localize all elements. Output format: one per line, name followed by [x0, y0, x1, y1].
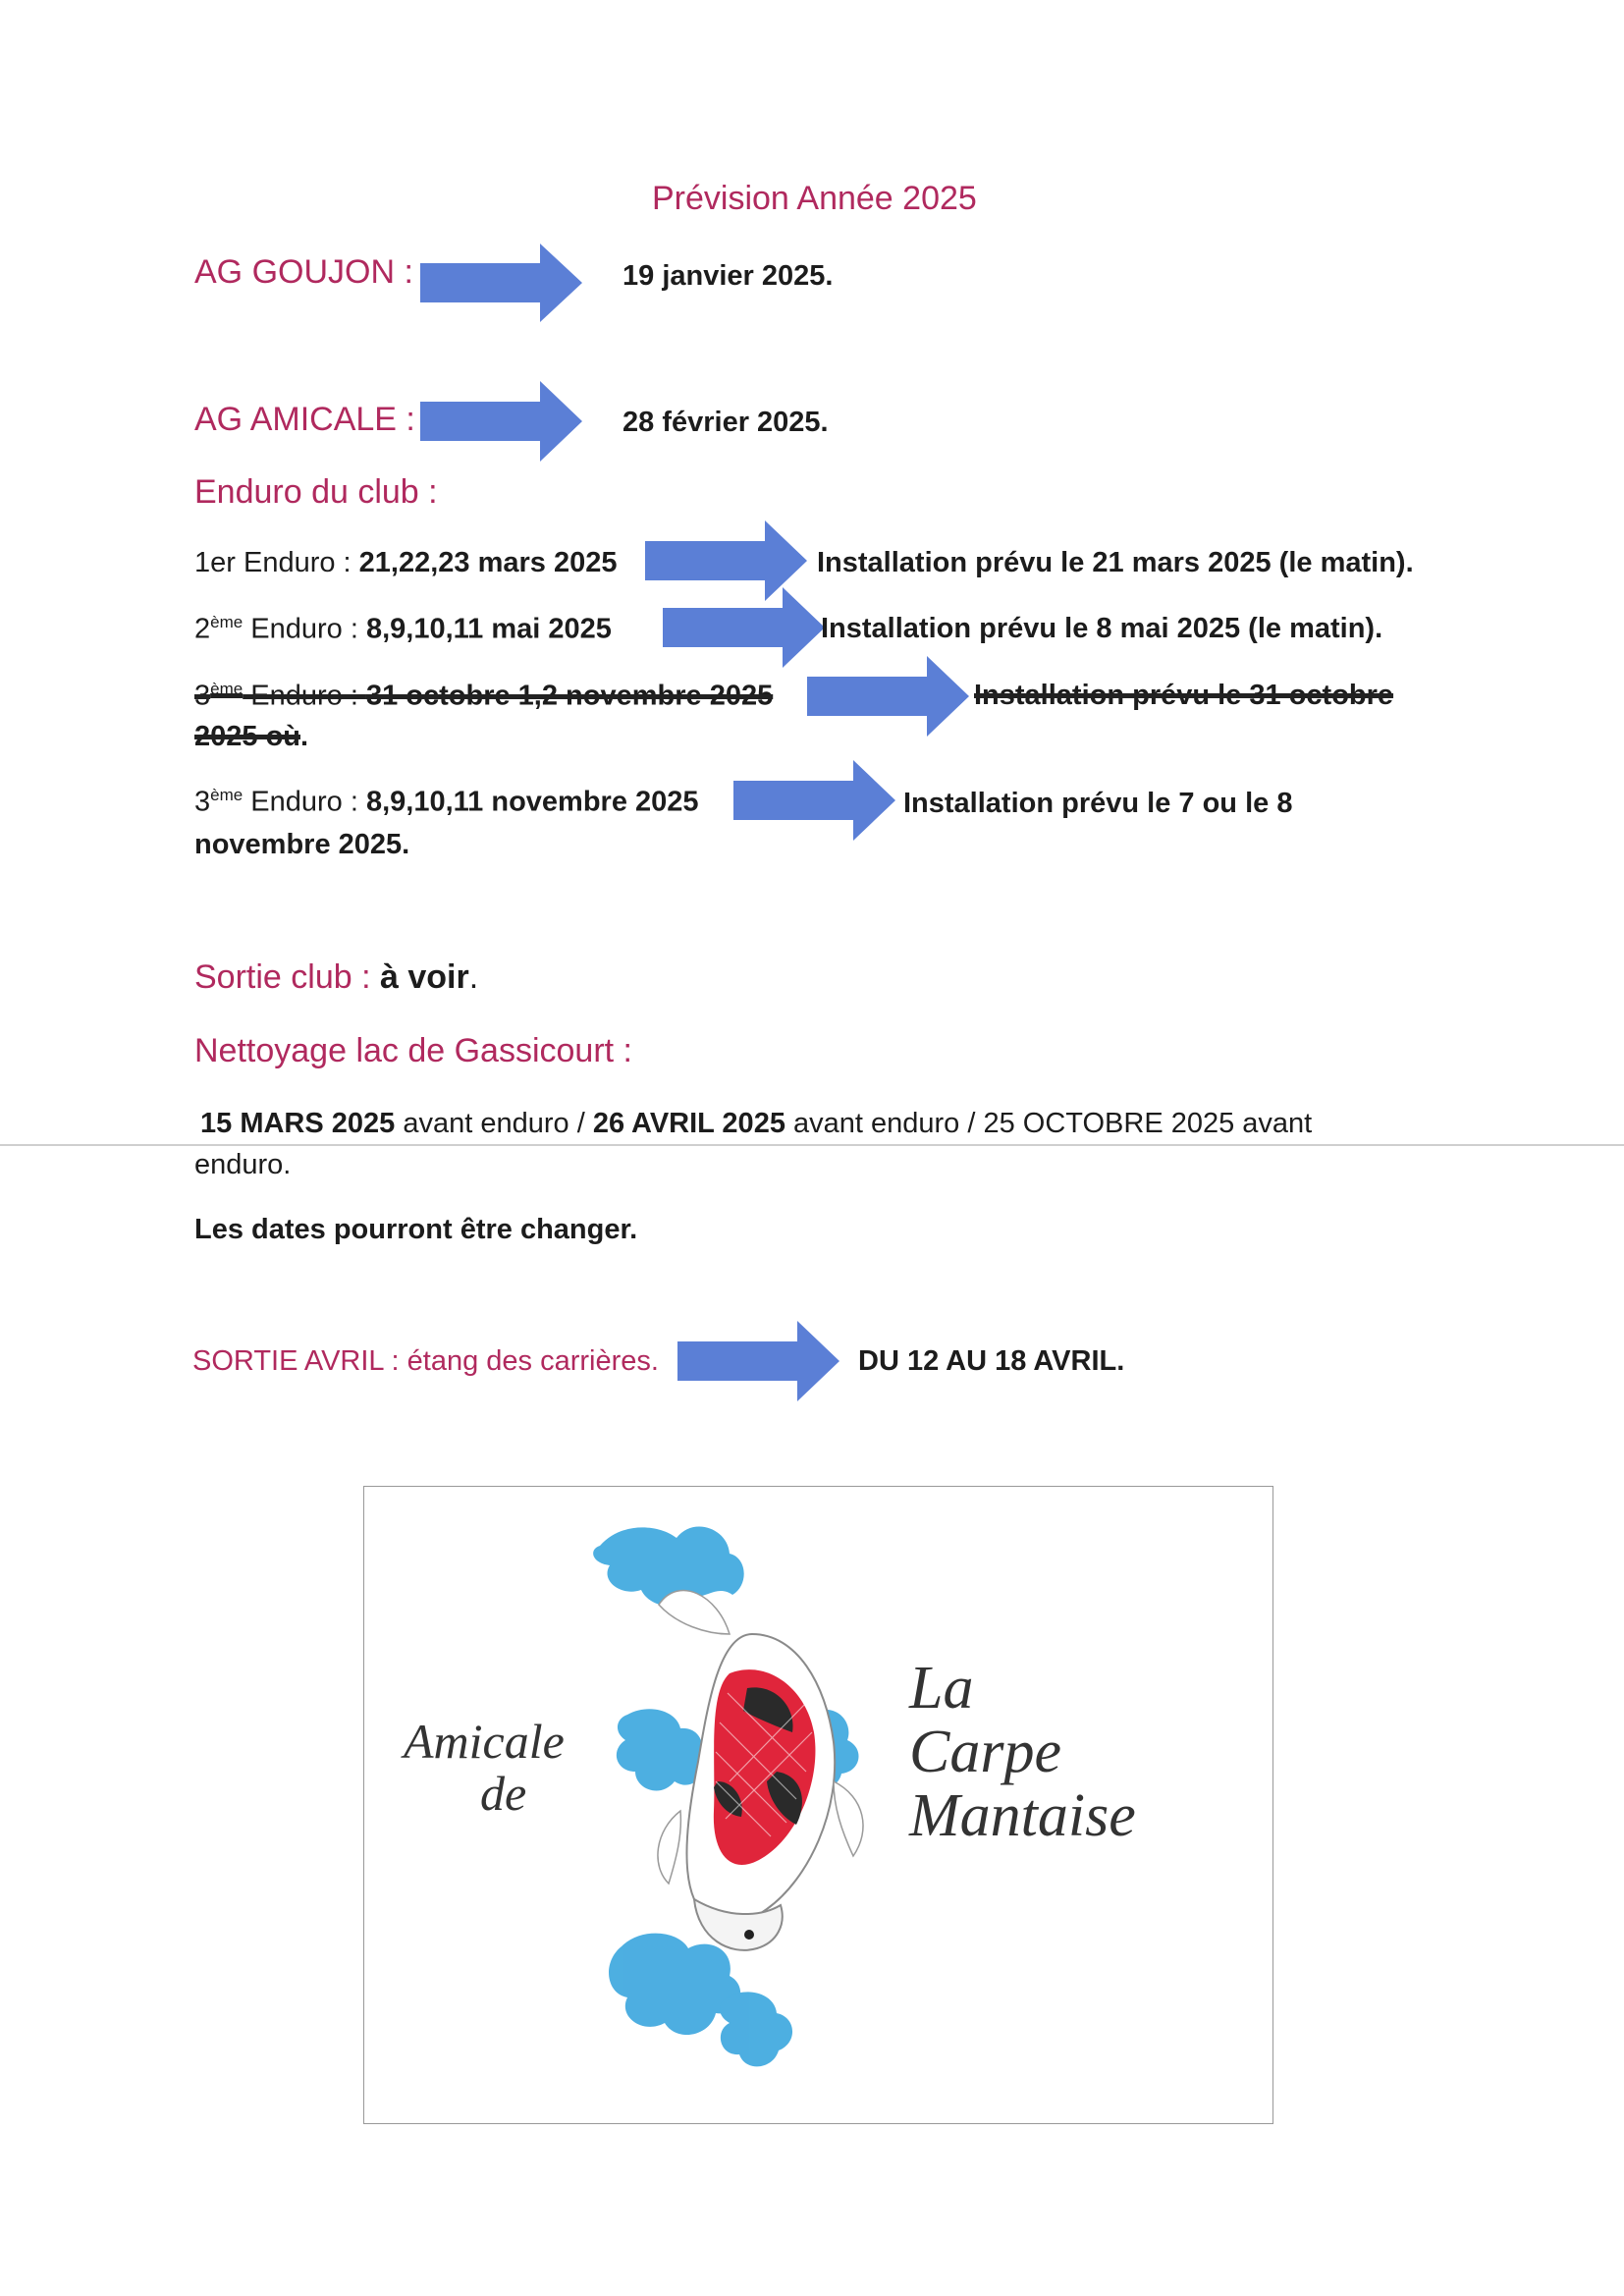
enduro3-cancelled-dates: 31 octobre 1,2 novembre 2025	[365, 680, 774, 712]
nettoyage-label: Nettoyage lac de Gassicourt :	[194, 1032, 633, 1069]
enduro2-install: Installation prévu le 8 mai 2025 (le matin).	[821, 613, 1383, 644]
dates-note: Les dates pourront être changer.	[194, 1214, 638, 1245]
page-title: Prévision Année 2025	[652, 180, 977, 217]
arrow-icon	[807, 656, 969, 737]
arrow-icon	[420, 381, 582, 462]
logo-text-mantaise: Mantaise	[909, 1782, 1136, 1849]
sortie-avril-label: SORTIE AVRIL : étang des carrières.	[192, 1345, 659, 1377]
page-fold-line	[0, 1144, 1624, 1146]
ag-amicale-date: 28 février 2025.	[623, 407, 829, 438]
logo-text-de: de	[480, 1766, 527, 1821]
enduro1-prefix: 1er Enduro :	[194, 547, 359, 578]
enduro1-install: Installation prévu le 21 mars 2025 (le matin).	[817, 547, 1414, 578]
logo-text-la: La	[909, 1655, 974, 1722]
sortie-club-period: .	[468, 958, 479, 996]
nettoyage-text-1: avant enduro /	[395, 1108, 593, 1139]
enduro3-prefix: Enduro :	[243, 786, 366, 818]
enduro3-install: Installation prévu le 7 ou le 8	[903, 788, 1293, 819]
enduro2-num: 2	[194, 613, 211, 645]
enduro2-prefix: Enduro :	[243, 613, 366, 645]
sortie-club-label: Sortie club :	[194, 958, 380, 996]
enduro3-cancelled-prefix: Enduro :	[243, 680, 366, 712]
enduro1-line	[194, 547, 618, 579]
nettoyage-date-1: 15 MARS 2025	[200, 1108, 396, 1139]
nettoyage-text-2: avant enduro / 25 OCTOBRE 2025 avant	[785, 1108, 1313, 1139]
enduro3-dates: 8,9,10,11 novembre 2025	[365, 786, 699, 818]
arrow-icon	[733, 760, 895, 841]
enduro3-cancelled-continuation: 2025 où	[194, 721, 300, 752]
nettoyage-text-3: enduro.	[194, 1149, 292, 1180]
arrow-icon	[420, 244, 582, 322]
logo-text-carpe: Carpe	[909, 1719, 1061, 1785]
nettoyage-date-2: 26 AVRIL 2025	[592, 1108, 785, 1139]
enduro1-dates: 21,22,23 mars 2025	[358, 547, 618, 578]
logo-text-amicale: Amicale	[404, 1714, 565, 1769]
sortie-club-line	[194, 958, 478, 997]
sortie-avril-dates: DU 12 AU 18 AVRIL.	[858, 1345, 1125, 1377]
nettoyage-dates-line	[200, 1108, 1312, 1140]
enduro3-num: 3	[194, 786, 211, 818]
enduro2-dates: 8,9,10,11 mai 2025	[365, 613, 612, 645]
enduro3-cancelled-num: 3	[194, 680, 211, 712]
enduro3-cancelled-sup: ème	[210, 680, 244, 698]
enduro3-cancelled-period: .	[300, 721, 309, 752]
club-logo	[363, 1486, 1273, 2124]
enduro-section-label: Enduro du club :	[194, 473, 438, 511]
arrow-icon	[677, 1321, 839, 1401]
ag-amicale-label: AG AMICALE :	[194, 401, 415, 438]
enduro2-line	[194, 613, 612, 646]
enduro3-cancelled-install: Installation prévu le 31 octobre	[974, 680, 1394, 711]
enduro2-sup: ème	[210, 613, 244, 631]
enduro3-line	[194, 786, 699, 819]
enduro3-continuation: novembre 2025.	[194, 829, 410, 860]
enduro3-cancelled-line	[194, 680, 773, 713]
enduro3-sup: ème	[210, 786, 244, 804]
ag-goujon-label: AG GOUJON :	[194, 253, 413, 291]
arrow-icon	[663, 587, 825, 668]
enduro3-cancelled-continuation-line	[194, 721, 308, 753]
sortie-club-value: à voir	[379, 958, 469, 996]
ag-goujon-date: 19 janvier 2025.	[623, 260, 834, 292]
